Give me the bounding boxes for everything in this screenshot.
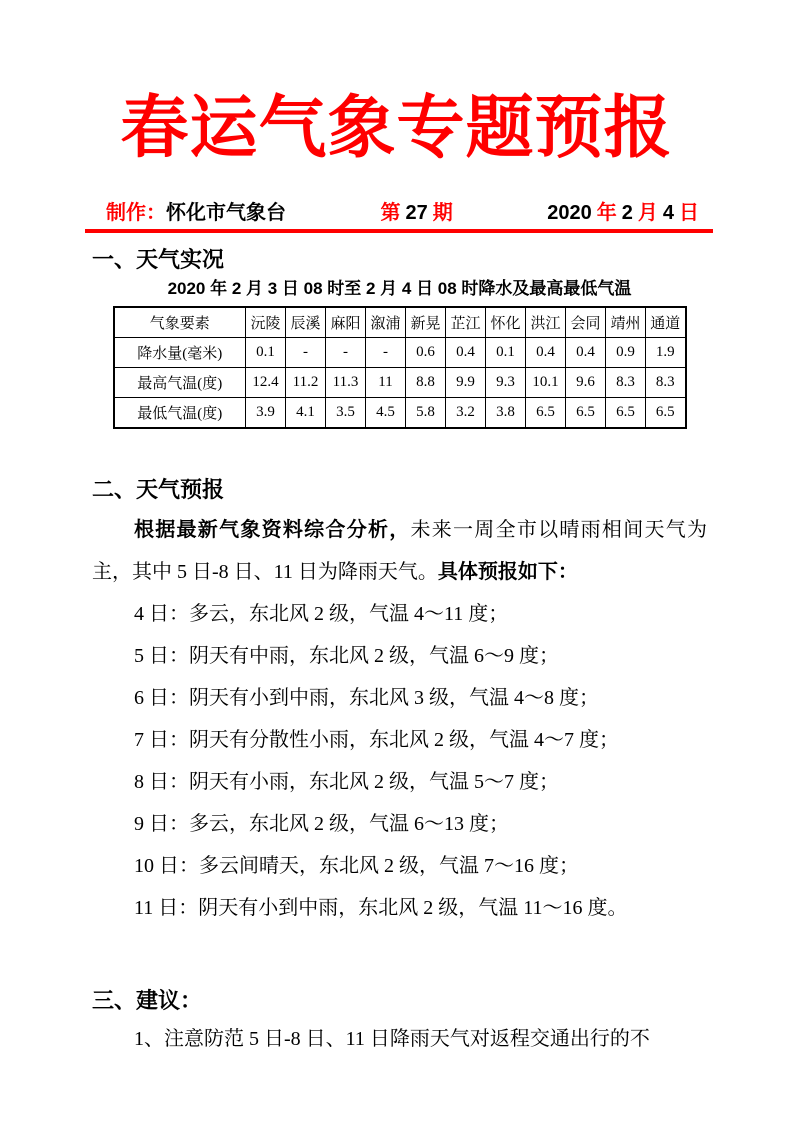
table-header-station: 会同 <box>566 307 606 338</box>
section1-heading: 一、天气实况 <box>92 247 225 272</box>
forecast-intro-paragraph <box>92 509 707 593</box>
date-month-unit: 月 <box>637 202 658 224</box>
red-divider <box>85 229 713 233</box>
table-cell: 8.3 <box>646 368 686 398</box>
table-cell: - <box>326 338 366 368</box>
forecast-list <box>92 593 707 929</box>
table-cell: 3.2 <box>446 398 486 429</box>
table-cell: 0.4 <box>526 338 566 368</box>
table-cell: 12.4 <box>246 368 286 398</box>
table-cell: 11 <box>366 368 406 398</box>
byline-date <box>547 200 699 226</box>
table-cell: 6.5 <box>646 398 686 429</box>
row-label: 降水量(毫米) <box>114 338 246 368</box>
advice-list <box>92 1018 707 1060</box>
byline <box>92 200 707 226</box>
table-cell: 8.3 <box>606 368 646 398</box>
issue-suffix: 期 <box>432 202 453 224</box>
table-header-station: 靖州 <box>606 307 646 338</box>
table-header-station: 麻阳 <box>326 307 366 338</box>
table-header-station: 新晃 <box>406 307 446 338</box>
table-cell: 5.8 <box>406 398 446 429</box>
row-label: 最低气温(度) <box>114 398 246 429</box>
issue-number: 27 <box>405 202 428 224</box>
producer-name: 怀化市气象台 <box>166 202 286 224</box>
section2-heading: 二、天气预报 <box>92 477 225 502</box>
row-label: 最高气温(度) <box>114 368 246 398</box>
table-cell: 11.3 <box>326 368 366 398</box>
advice-line: 1、注意防范 5 日-8 日、11 日降雨天气对返程交通出行的不 <box>134 1028 650 1050</box>
table-cell: 10.1 <box>526 368 566 398</box>
forecast-line: 10 日：多云间晴天，东北风 2 级，气温 7～16 度； <box>134 855 579 877</box>
intro-body: 未来一周全市以晴雨相间天气为主，其中 5 日-8 日、11 日为降雨天气。 <box>92 519 707 583</box>
forecast-line: 9 日：多云，东北风 2 级，气温 6～13 度； <box>134 813 509 835</box>
weather-table <box>113 306 687 429</box>
table-cell: 11.2 <box>286 368 326 398</box>
byline-issue <box>381 200 453 226</box>
table-header-station: 溆浦 <box>366 307 406 338</box>
forecast-line: 5 日：阴天有中雨，东北风 2 级，气温 6～9 度； <box>134 645 559 667</box>
table-header-station: 怀化 <box>486 307 526 338</box>
forecast-line: 11 日：阴天有小到中雨，东北风 2 级，气温 11～16 度。 <box>134 897 628 919</box>
document-content <box>0 200 793 1060</box>
section3-heading: 三、建议： <box>92 988 203 1013</box>
table-cell: 0.1 <box>246 338 286 368</box>
byline-producer <box>106 200 286 226</box>
table-cell: 1.9 <box>646 338 686 368</box>
table-header-station: 辰溪 <box>286 307 326 338</box>
forecast-line: 6 日：阴天有小到中雨，东北风 3 级，气温 4～8 度； <box>134 687 599 709</box>
intro-bold-tail: 具体预报如下： <box>437 561 578 583</box>
table-header-station: 洪江 <box>526 307 566 338</box>
table-cell: 8.8 <box>406 368 446 398</box>
table-header-element: 气象要素 <box>114 307 246 338</box>
table-header-station: 通道 <box>646 307 686 338</box>
table-cell: 4.1 <box>286 398 326 429</box>
table-cell: 0.1 <box>486 338 526 368</box>
table-cell: 0.9 <box>606 338 646 368</box>
table-cell: 3.9 <box>246 398 286 429</box>
table-cell: 4.5 <box>366 398 406 429</box>
issue-prefix: 第 <box>380 202 401 224</box>
date-year-unit: 年 <box>596 202 617 224</box>
date-day-unit: 日 <box>679 202 699 224</box>
table-row <box>114 338 686 368</box>
table-cell: 3.8 <box>486 398 526 429</box>
table-cell: 0.4 <box>566 338 606 368</box>
date-month: 2 <box>621 202 633 224</box>
table-header-station: 芷江 <box>446 307 486 338</box>
table-cell: 9.9 <box>446 368 486 398</box>
table-header-station: 沅陵 <box>246 307 286 338</box>
date-day: 4 <box>662 202 674 224</box>
table-row <box>114 398 686 429</box>
producer-label: 制作： <box>106 202 166 224</box>
weather-table-caption: 2020 年 2 月 3 日 08 时至 2 月 4 日 08 时降水及最高最低气温 <box>167 279 632 298</box>
table-cell: 6.5 <box>526 398 566 429</box>
forecast-line: 8 日：阴天有小雨，东北风 2 级，气温 5～7 度； <box>134 771 559 793</box>
table-cell: 9.3 <box>486 368 526 398</box>
date-year: 2020 <box>547 202 592 224</box>
table-cell: 3.5 <box>326 398 366 429</box>
table-cell: - <box>286 338 326 368</box>
table-cell: 9.6 <box>566 368 606 398</box>
table-cell: 0.6 <box>406 338 446 368</box>
intro-bold-lead: 根据最新气象资料综合分析， <box>134 519 411 541</box>
table-cell: 0.4 <box>446 338 486 368</box>
table-cell: 6.5 <box>606 398 646 429</box>
forecast-line: 4 日：多云，东北风 2 级，气温 4～11 度； <box>134 603 509 625</box>
table-cell: 6.5 <box>566 398 606 429</box>
table-cell: - <box>366 338 406 368</box>
table-header-row <box>114 307 686 338</box>
document-title: 春运气象专题预报 <box>120 90 673 166</box>
table-row <box>114 368 686 398</box>
forecast-line: 7 日：阴天有分散性小雨，东北风 2 级，气温 4～7 度； <box>134 729 619 751</box>
